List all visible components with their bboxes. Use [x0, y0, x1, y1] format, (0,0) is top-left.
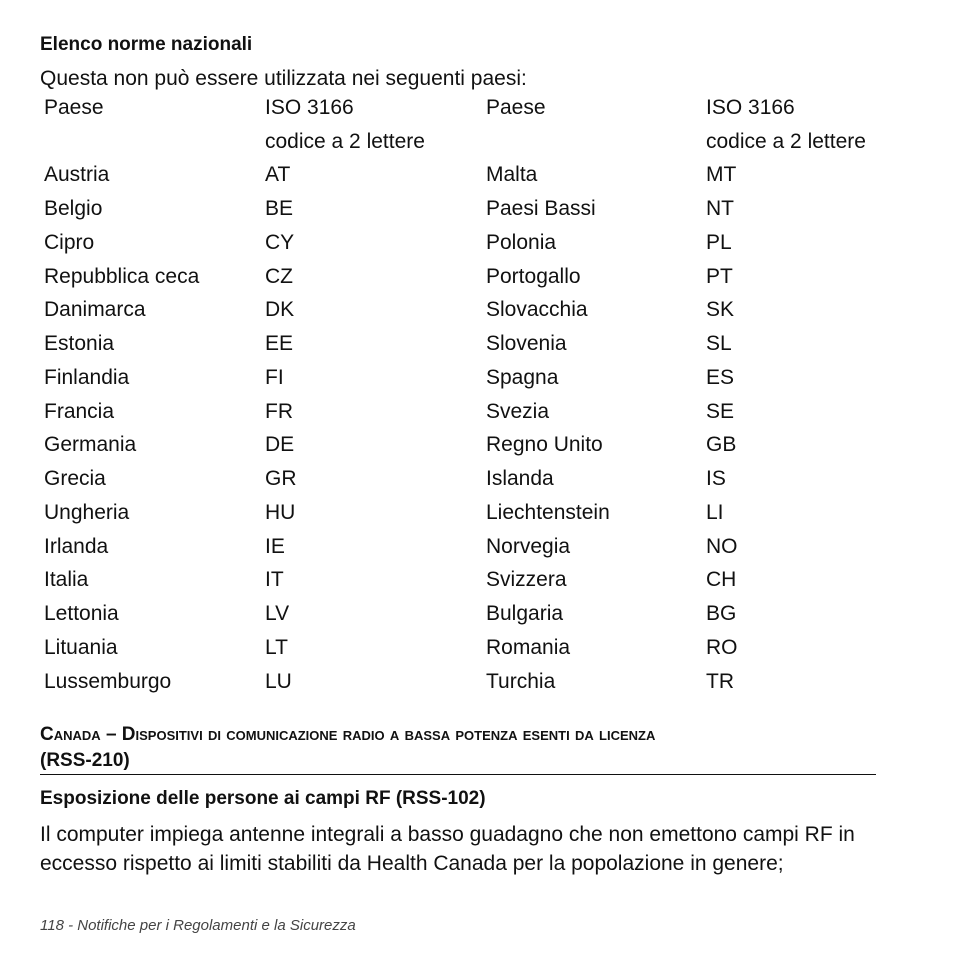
table-row-cell: SE — [706, 399, 735, 423]
table-row-cell: LV — [265, 602, 290, 626]
table-row-cell: Regno Unito — [486, 433, 603, 457]
page-footer: 118 - Notifiche per i Regolamenti e la Sicurezza — [40, 917, 356, 934]
table-row-cell: CH — [706, 568, 737, 592]
section-title-line1: Canada – Dispositivi di comunicazione radio a bassa potenza esenti da licenza — [40, 724, 656, 745]
table-row-cell: SK — [706, 298, 735, 322]
table-row-cell: AT — [265, 163, 291, 187]
table-row-cell: SL — [706, 332, 732, 356]
table-row-cell: GR — [265, 467, 297, 491]
table-row-cell: EE — [265, 332, 294, 356]
table-header-row-cell — [44, 125, 265, 159]
table-row-cell: Svezia — [486, 399, 550, 423]
table-row — [44, 564, 906, 598]
table-row-cell: NT — [706, 197, 734, 221]
table-row — [44, 496, 906, 530]
table-row-cell: Austria — [44, 163, 110, 187]
table-row-cell: Islanda — [486, 467, 554, 491]
table-row-cell: BE — [265, 197, 294, 221]
table-row-cell: Lussemburgo — [44, 669, 172, 693]
section-title — [40, 722, 876, 775]
table-row-cell: Bulgaria — [486, 602, 564, 626]
table-row-cell: FR — [265, 399, 293, 423]
table-row-cell: Romania — [486, 635, 571, 659]
table-row-cell: Ungheria — [44, 500, 130, 524]
table-row — [44, 665, 906, 699]
table-row-cell: Belgio — [44, 197, 103, 221]
table-row — [44, 226, 906, 260]
table-row-cell: Italia — [44, 568, 89, 592]
section-body: Il computer impiega antenne integrali a basso guadagno che non emettono campi RF in eccesso rispetto ai limiti stabiliti da Health Canada per la popolazione in genere; — [40, 823, 855, 875]
table-row-cell: Slovenia — [486, 332, 567, 356]
table-row-cell: GB — [706, 433, 737, 457]
table-header-row-cell: codice a 2 lettere — [706, 129, 866, 153]
table-row — [44, 631, 906, 665]
table-row-cell: Cipro — [44, 230, 95, 254]
table-row-cell: Lituania — [44, 635, 118, 659]
table-row — [44, 361, 906, 395]
table-row-cell: Lettonia — [44, 602, 119, 626]
section-subtitle: Esposizione delle persone ai campi RF (RSS-102) — [40, 788, 486, 809]
table-row-cell: Irlanda — [44, 534, 109, 558]
table-row-cell: Grecia — [44, 467, 106, 491]
table-row-cell: PL — [706, 230, 732, 254]
table-row-cell: BG — [706, 602, 737, 626]
table-row-cell: Turchia — [486, 669, 556, 693]
section-title-line2: (RSS-210) — [40, 750, 130, 771]
table-row-cell: Estonia — [44, 332, 115, 356]
table-row-cell: Portogallo — [486, 264, 581, 288]
table-header-row-cell: ISO 3166 — [706, 95, 795, 119]
table-header-row — [44, 125, 906, 159]
table-header-row-cell: Paese — [44, 95, 104, 119]
table-row-cell: IT — [265, 568, 284, 592]
table-row-cell: Finlandia — [44, 365, 130, 389]
table-row — [44, 192, 906, 226]
table-header-row-cell: codice a 2 lettere — [265, 129, 425, 153]
table-row — [44, 530, 906, 564]
table-row-cell: Slovacchia — [486, 298, 588, 322]
table-row-cell: IE — [265, 534, 285, 558]
table-row — [44, 462, 906, 496]
table-row-cell: CZ — [265, 264, 293, 288]
table-row-cell: Polonia — [486, 230, 557, 254]
table-row-cell: Francia — [44, 399, 115, 423]
table-row-cell: Svizzera — [486, 568, 567, 592]
table-row-cell: DE — [265, 433, 295, 457]
table-row — [44, 294, 906, 328]
table-header-row-cell — [486, 125, 706, 159]
table-row — [44, 260, 906, 294]
country-table-body — [44, 91, 906, 699]
table-header-row — [44, 91, 906, 125]
table-row-cell: FI — [265, 365, 284, 389]
table-row-cell: LT — [265, 635, 288, 659]
table-row-cell: DK — [265, 298, 295, 322]
table-row-cell: LU — [265, 669, 292, 693]
table-row-cell: IS — [706, 467, 726, 491]
table-row-cell: PT — [706, 264, 733, 288]
table-header-row-cell: ISO 3166 — [265, 95, 354, 119]
table-row-cell: ES — [706, 365, 735, 389]
intro-text: Questa non può essere utilizzata nei seguenti paesi: — [40, 67, 527, 90]
table-row-cell: TR — [706, 669, 734, 693]
table-row-cell: RO — [706, 635, 738, 659]
table-header-row-cell: Paese — [486, 95, 546, 119]
table-row — [44, 429, 906, 463]
table-row — [44, 159, 906, 193]
table-row-cell: Danimarca — [44, 298, 146, 322]
table-row-cell: LI — [706, 500, 724, 524]
table-row-cell: Liechtenstein — [486, 500, 610, 524]
table-row-cell: MT — [706, 163, 737, 187]
table-row-cell: Malta — [486, 163, 538, 187]
table-row-cell: Paesi Bassi — [486, 197, 596, 221]
country-table — [44, 91, 906, 699]
table-row-cell: Germania — [44, 433, 137, 457]
table-row-cell: Norvegia — [486, 534, 571, 558]
table-row-cell: NO — [706, 534, 738, 558]
table-row — [44, 597, 906, 631]
table-row-cell: Spagna — [486, 365, 559, 389]
table-row — [44, 395, 906, 429]
table-row — [44, 327, 906, 361]
table-row-cell: HU — [265, 500, 296, 524]
table-row-cell: CY — [265, 230, 295, 254]
table-row-cell: Repubblica ceca — [44, 264, 200, 288]
list-heading: Elenco norme nazionali — [40, 34, 253, 55]
